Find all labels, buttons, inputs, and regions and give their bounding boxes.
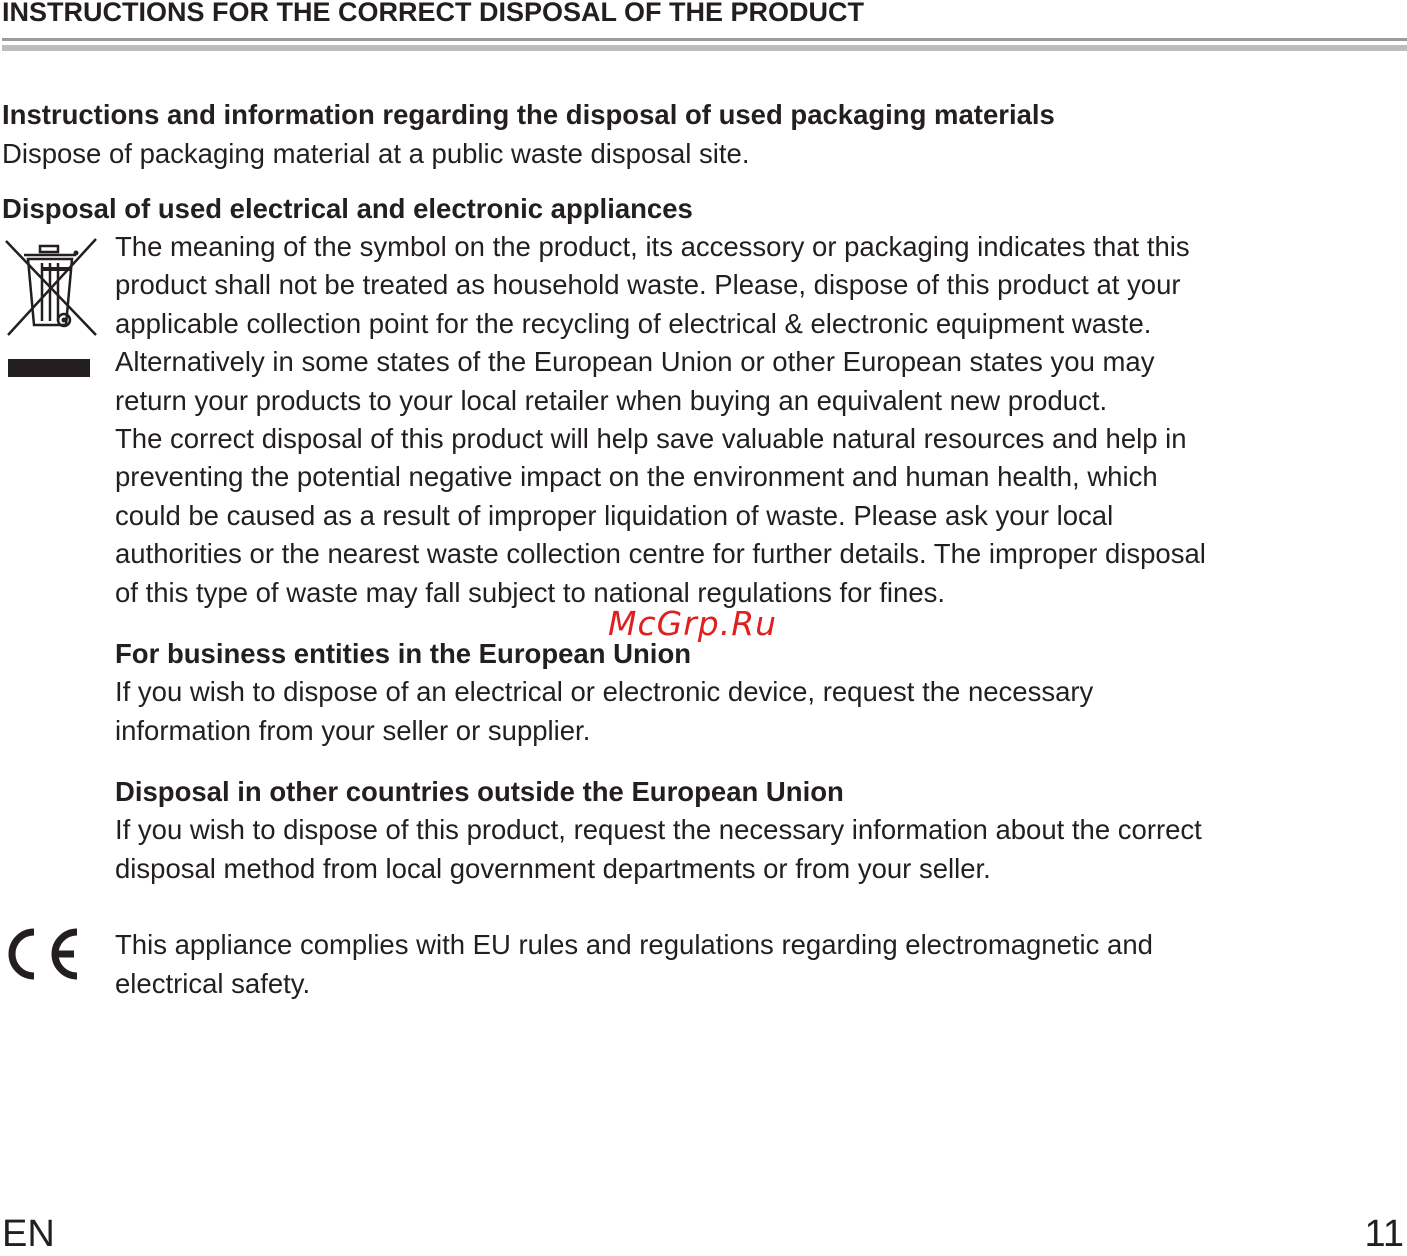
- title-divider-bottom: [2, 45, 1407, 51]
- weee-line: The correct disposal of this product will help save valuable natural resources and help in: [115, 423, 1187, 454]
- weee-line: preventing the potential negative impact on the environment and human health, which: [115, 461, 1158, 492]
- packaging-heading: Instructions and information regarding the disposal of used packaging materials: [2, 99, 1055, 130]
- outside-eu-line: If you wish to dispose of this product, request the necessary information about the correct: [115, 814, 1202, 845]
- business-line: If you wish to dispose of an electrical or electronic device, request the necessary: [115, 676, 1094, 707]
- weee-line: could be caused as a result of improper liquidation of waste. Please ask your local: [115, 500, 1114, 531]
- page-title: INSTRUCTIONS FOR THE CORRECT DISPOSAL OF THE PRODUCT: [2, 0, 865, 27]
- business-line: information from your seller or supplier.: [115, 715, 591, 746]
- weee-line: Alternatively in some states of the European Union or other European states you may: [115, 346, 1155, 377]
- page-number: 11: [1364, 1213, 1404, 1255]
- outside-eu-heading: Disposal in other countries outside the European Union: [115, 776, 844, 807]
- ce-line: This appliance complies with EU rules and regulations regarding electromagnetic and: [115, 929, 1153, 960]
- outside-eu-line: disposal method from local government departments or from your seller.: [115, 853, 991, 884]
- title-divider-top: [2, 38, 1407, 41]
- weee-line: return your products to your local retailer when buying an equivalent new product.: [115, 385, 1108, 416]
- weee-line: product shall not be treated as household waste. Please, dispose of this product at your: [115, 269, 1181, 300]
- ce-line: electrical safety.: [115, 968, 311, 999]
- weee-line: of this type of waste may fall subject to national regulations for fines.: [115, 577, 946, 608]
- weee-heading: Disposal of used electrical and electronic appliances: [2, 193, 693, 224]
- packaging-text: Dispose of packaging material at a public waste disposal site.: [2, 138, 750, 169]
- crossed-out-wheelie-bin-icon: [2, 233, 98, 380]
- ce-mark-icon: [0, 926, 84, 982]
- business-heading: For business entities in the European Union: [115, 638, 692, 669]
- watermark: McGrp.Ru: [608, 604, 778, 643]
- footer-language: EN: [2, 1213, 55, 1255]
- weee-line: authorities or the nearest waste collection centre for further details. The improper disposal: [115, 538, 1206, 569]
- weee-line: The meaning of the symbol on the product, its accessory or packaging indicates that this: [115, 231, 1190, 262]
- weee-line: applicable collection point for the recycling of electrical & electronic equipment waste.: [115, 308, 1152, 339]
